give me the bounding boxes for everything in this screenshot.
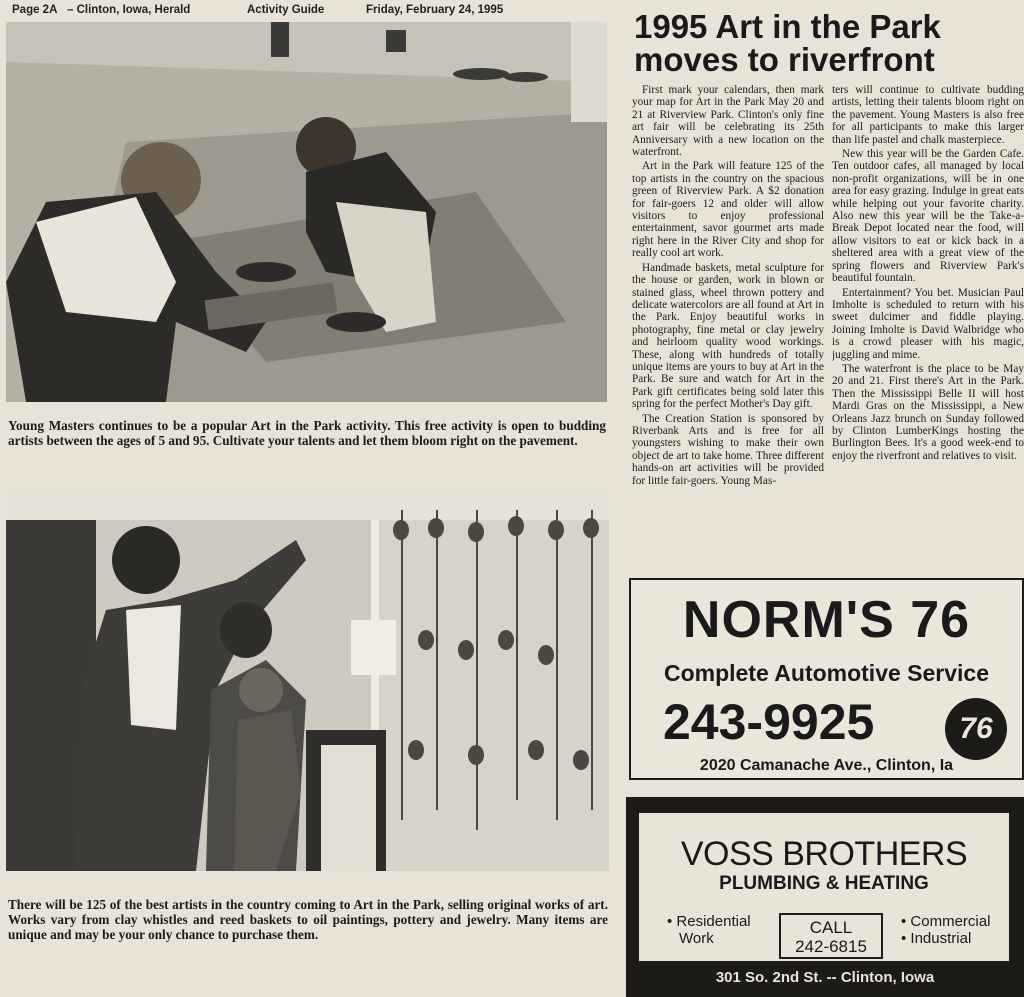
article-column-1 bbox=[632, 84, 824, 568]
ad-business-name: NORM'S 76 bbox=[682, 591, 971, 649]
ad-call-box bbox=[779, 913, 883, 959]
service-industrial: • Industrial bbox=[901, 930, 972, 947]
ad-services-left bbox=[667, 913, 751, 947]
article-paragraph: New this year will be the Garden Cafe. Ten outdoor cafes, all managed by local non-profit organizations, will be in one area for easy grazing. Indulge in great eats while helping out your favorite charity. Also new this year will be the Take-a-Break Depot located near the food, will allow visitors to eat or kick back in a sheltered area with a great view of the spring flowers and Riverview Park's beautiful fountain. bbox=[832, 148, 1024, 285]
photo-young-masters bbox=[6, 22, 607, 402]
photo2-caption: There will be 125 of the best artists in the country coming to Art in the Park, selling original works of art. Works vary from clay whistles and reed baskets to oil paintings, pottery and jewelry. Many items are unique and may be your only chance to purchase them. bbox=[8, 897, 608, 942]
ad-services-right bbox=[901, 913, 990, 947]
article-paragraph: First mark your calendars, then mark your map for Art in the Park May 20 and 21 at Riverview Park. Clinton's only fine art fair will be celebrating its 25th Anniversary with a new location on the waterfront. bbox=[632, 84, 824, 159]
page-number: Page 2A bbox=[12, 4, 58, 16]
ad-service-tagline: Complete Automotive Service bbox=[663, 660, 990, 686]
article-paragraph: Entertainment? You bet. Musician Paul Imholte is scheduled to return with his sweet dulcimer and fiddle playing. Joining Imholte is David Walbridge who is a crowd pleaser with his magic, juggling and mime. bbox=[832, 286, 1024, 361]
photo1-caption: Young Masters continues to be a popular Art in the Park activity. This free activity is open to budding artists between the ages of 5 and 95. Cultivate your talents and let them bloom right on the pavement. bbox=[8, 418, 606, 448]
ad-trade: PLUMBING & HEATING bbox=[719, 873, 929, 894]
article-paragraph: The Creation Station is sponsored by Riverbank Arts and is free for all youngsters wishing to make their own object de art to take home. Three different hands-on art activities will be provided for little fair-goers. Young Mas- bbox=[632, 412, 824, 487]
article-paragraph: The waterfront is the place to be May 20 and 21. First there's Art in the Park. Then the Mississippi Belle II will host Mardi Gras on the Mississippi, a New Orleans Jazz brunch on Sunday followed by Clinton LumberKings hosting the Burlington Bees. It's a good week-end to enjoy the riverfront and relatives to visit. bbox=[832, 362, 1024, 462]
page-header bbox=[12, 4, 612, 20]
article-column-2 bbox=[832, 84, 1024, 568]
ad-address: 301 So. 2nd St. -- Clinton, Iowa bbox=[715, 969, 935, 986]
chalk-art-photo bbox=[6, 22, 607, 402]
paper-name: – Clinton, Iowa, Herald bbox=[67, 4, 191, 16]
ad-address: 2020 Camanache Ave., Clinton, Ia bbox=[699, 757, 954, 774]
headline-line-1: 1995 Art in the Park bbox=[634, 8, 941, 45]
ad-inner-panel bbox=[637, 811, 1011, 963]
issue-date: Friday, February 24, 1995 bbox=[366, 4, 504, 16]
ad-voss-brothers bbox=[626, 797, 1024, 997]
ad-norms-76 bbox=[629, 578, 1024, 780]
photo-art-booth bbox=[6, 490, 609, 871]
service-residential: • Residential bbox=[667, 913, 751, 930]
article-paragraph: Handmade baskets, metal sculpture for the house or garden, work in blown or stained glass, wheel thrown pottery and delicate watercolors are all found at Art in the Park. Enjoy beautiful works in photography, fine metal or clay jewelry and heirloom quality wood workings. These, along with hundreds of totally unique items are yours to buy at Art in the Park. Be sure and watch for Art in the Park gift certificates being sold later this spring for the perfect Mother's Day gift. bbox=[632, 261, 824, 411]
call-label: CALL bbox=[809, 918, 853, 937]
art-booth-photo bbox=[6, 490, 609, 871]
service-commercial: • Commercial bbox=[901, 913, 991, 930]
ad-business-name: VOSS BROTHERS bbox=[680, 835, 968, 873]
ad-phone-number: 243-9925 bbox=[663, 694, 875, 750]
article-paragraph: ters will continue to cultivate budding artists, letting their talents bloom right on the pavement. Young Masters is also free for all participants to make this larger than life pastel and chalk masterpiece. bbox=[832, 84, 1024, 146]
article-paragraph: Art in the Park will feature 125 of the top artists in the country on the spacious green of Riverview Park. A $2 donation for fair-goers 12 and older will allow visitors to enjoy professional entertainment, savor gourmet arts made right here in the River City and shop for really cool art work. bbox=[632, 160, 824, 260]
section-name: Activity Guide bbox=[247, 4, 325, 16]
service-work: Work bbox=[679, 930, 714, 947]
headline-line-2: moves to riverfront bbox=[634, 41, 935, 78]
ad-phone-number: 242-6815 bbox=[795, 937, 867, 956]
union-76-logo-icon: 76 bbox=[945, 698, 1007, 760]
article-headline bbox=[634, 10, 1024, 76]
